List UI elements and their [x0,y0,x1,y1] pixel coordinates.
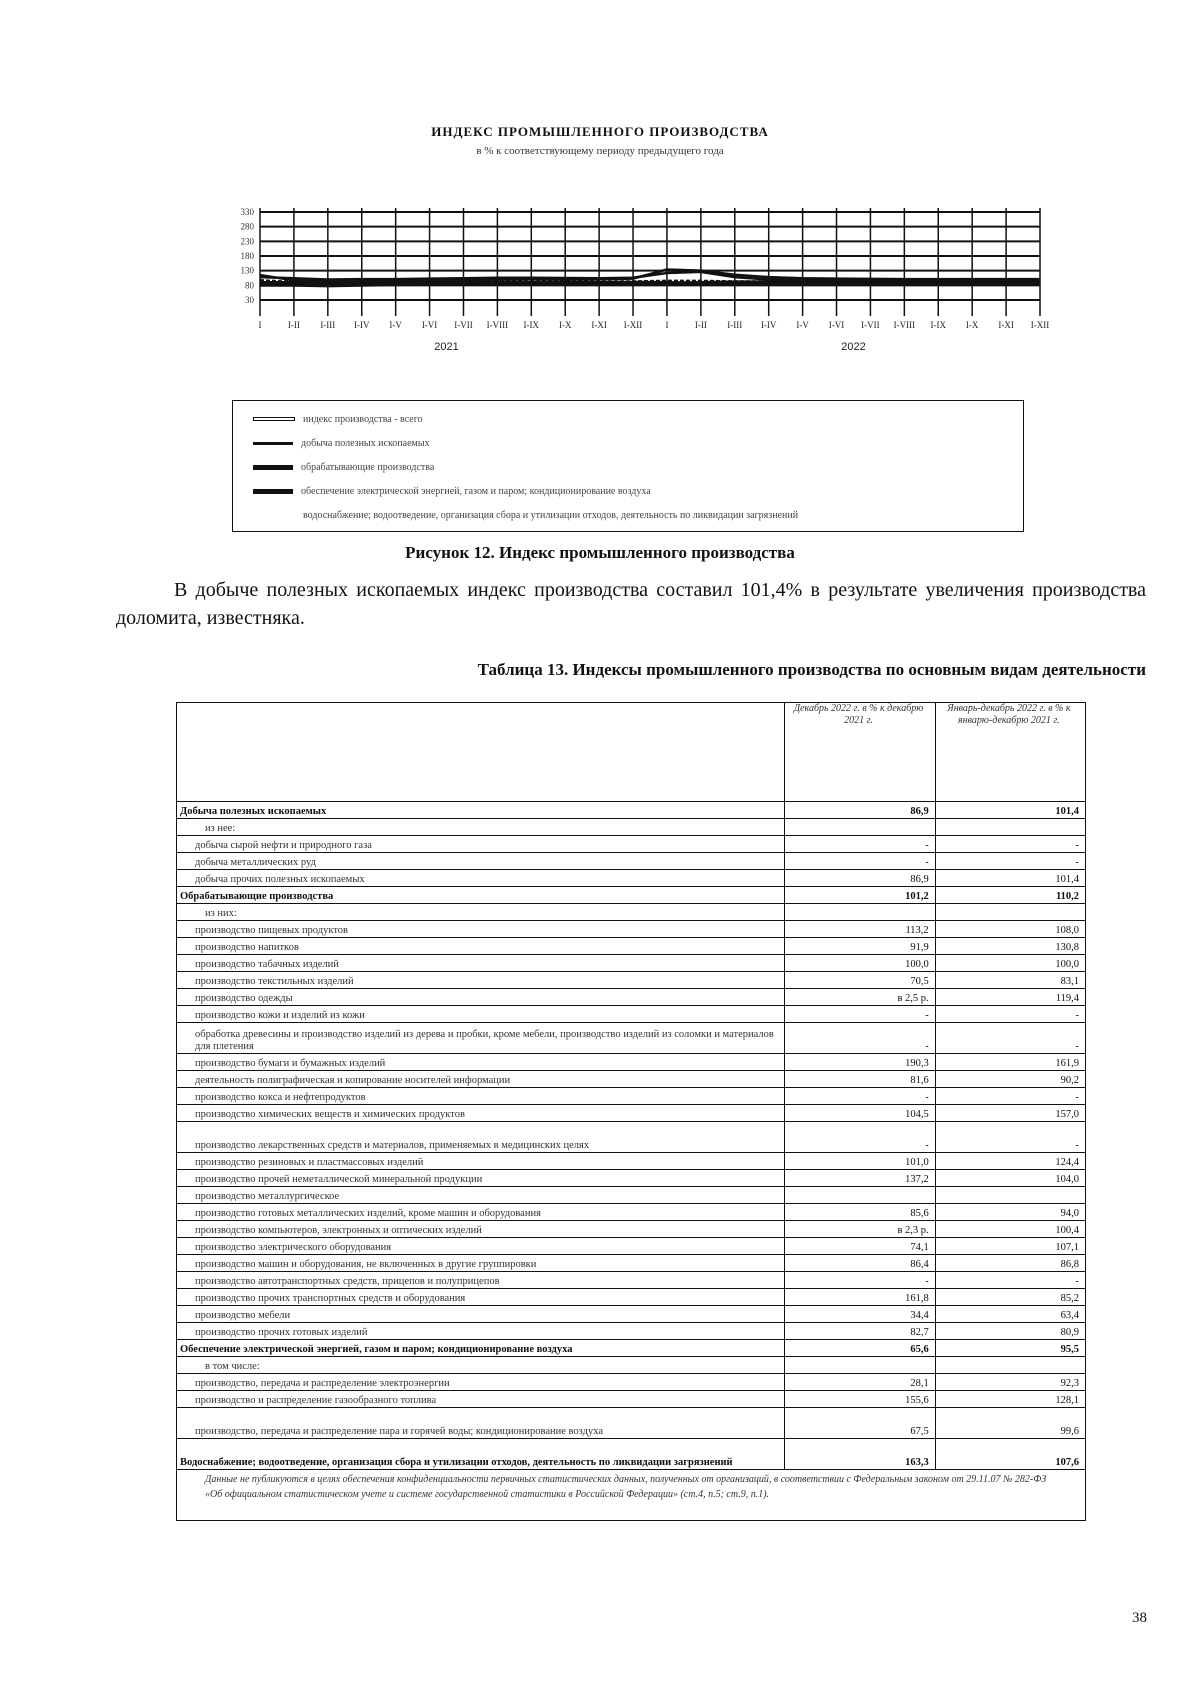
table-row [177,1439,1086,1470]
row-value-december: 101,0 [785,1153,935,1170]
table-caption: Таблица 13. Индексы промышленного производства по основным видам деятельности [477,660,1146,679]
table-row [177,1122,1086,1153]
row-value-year: - [935,1088,1085,1105]
row-value-year: 107,6 [935,1439,1085,1470]
x-tick-label: I-XI [591,320,607,330]
x-tick-label: I-VI [421,320,438,330]
y-tick-label: 130 [240,265,254,276]
row-label: производство прочих готовых изделий [177,1323,785,1340]
table-row [177,1374,1086,1391]
row-value-year [935,1187,1085,1204]
table-row [177,989,1086,1006]
row-value-year: - [935,1023,1085,1054]
row-value-year: - [935,836,1085,853]
series-line-4 [260,283,1040,284]
table-header-row [177,703,1086,802]
row-value-december: 104,5 [785,1105,935,1122]
row-value-december: - [785,1006,935,1023]
table-row [177,1255,1086,1272]
row-value-december: 74,1 [785,1238,935,1255]
row-label: производство электрического оборудования [177,1238,785,1255]
x-tick-label: I-IX [930,320,947,330]
row-label: производство готовых металлических изделий, кроме машин и оборудования [177,1204,785,1221]
y-tick-label: 330 [240,207,254,217]
y-tick-label: 230 [240,236,254,247]
table-row [177,1289,1086,1306]
year-label: 2021 [434,341,459,353]
row-label: производство химических веществ и химических продуктов [177,1105,785,1122]
row-label: производство пищевых продуктов [177,921,785,938]
row-value-year: 107,1 [935,1238,1085,1255]
row-label: производство текстильных изделий [177,972,785,989]
row-value-december: 86,9 [785,802,935,819]
row-value-year: 130,8 [935,938,1085,955]
table-note: Данные не публикуются в целях обеспечения конфиденциальности первичных статистических данных, полученных от организаций, в соответствии с Федеральным законом от 29.11.07 № 282-ФЗ «Об официальном статистическом учете и системе государственной статистики в Российской Федерации» (ст.4, п.5; ст.9, п.1). [177,1470,1086,1521]
x-tick-label: I-VII [454,320,473,330]
row-label: производство кокса и нефтепродуктов [177,1088,785,1105]
row-value-year: - [935,1272,1085,1289]
row-value-year: 86,8 [935,1255,1085,1272]
row-value-year: 128,1 [935,1391,1085,1408]
row-value-year: 90,2 [935,1071,1085,1088]
x-tick-label: I-XI [998,320,1014,330]
row-label: Водоснабжение; водоотведение, организация сбора и утилизации отходов, деятельность по ликвидации загрязнений [177,1439,785,1470]
table-row [177,1272,1086,1289]
x-tick-label: I-VIII [893,320,916,330]
row-value-year [935,1357,1085,1374]
chart-subtitle: в % к соответствующему периоду предыдущего года [476,145,724,157]
x-tick-label: I-XII [1030,320,1050,330]
page-number: 38 [1132,1610,1147,1626]
indices-table [176,702,1086,1521]
row-value-year: 101,4 [935,870,1085,887]
row-label: добыча прочих полезных ископаемых [177,870,785,887]
row-value-year [935,819,1085,836]
row-value-year: 85,2 [935,1289,1085,1306]
row-label: производство металлургическое [177,1187,785,1204]
row-value-december [785,819,935,836]
row-value-year: 119,4 [935,989,1085,1006]
figure-caption: Рисунок 12. Индекс промышленного производства [405,543,795,562]
row-value-year: - [935,853,1085,870]
row-value-december: 28,1 [785,1374,935,1391]
row-value-december: в 2,5 р. [785,989,935,1006]
table-row [177,1306,1086,1323]
chart-legend [232,400,1024,532]
x-tick-label: I-V [796,320,809,330]
row-label: из них: [177,904,785,921]
table-row [177,1170,1086,1187]
row-value-december [785,1187,935,1204]
x-tick-label: I-IV [353,320,370,330]
row-label: добыча сырой нефти и природного газа [177,836,785,853]
row-value-december: 101,2 [785,887,935,904]
table-row [177,853,1086,870]
x-tick-label: I-II [694,320,707,330]
row-label: производство мебели [177,1306,785,1323]
row-label: производство автотранспортных средств, прицепов и полуприцепов [177,1272,785,1289]
row-value-december: 113,2 [785,921,935,938]
row-label: производство лекарственных средств и материалов, применяемых в медицинских целях [177,1122,785,1153]
table-row [177,1221,1086,1238]
row-label: производство компьютеров, электронных и оптических изделий [177,1221,785,1238]
table-row [177,887,1086,904]
y-tick-label: 280 [240,221,254,232]
y-tick-label: 80 [245,280,254,291]
chart-title: ИНДЕКС ПРОМЫШЛЕННОГО ПРОИЗВОДСТВА [431,124,769,139]
row-value-year: 100,4 [935,1221,1085,1238]
row-label: производство напитков [177,938,785,955]
legend-item-energy [253,481,651,501]
row-value-year: 94,0 [935,1204,1085,1221]
x-tick-label: I-IX [523,320,540,330]
row-value-year: 100,0 [935,955,1085,972]
row-label: производство, передача и распределение электроэнергии [177,1374,785,1391]
table-row [177,1105,1086,1122]
row-label: производство и распределение газообразного топлива [177,1391,785,1408]
header-empty-cell [177,703,785,802]
table-row [177,972,1086,989]
year-label: 2022 [841,341,866,353]
row-label: производство кожи и изделий из кожи [177,1006,785,1023]
row-value-year: 92,3 [935,1374,1085,1391]
row-value-year: 83,1 [935,972,1085,989]
row-value-year: 63,4 [935,1306,1085,1323]
row-label: Обрабатывающие производства [177,887,785,904]
table-row [177,1238,1086,1255]
table-row [177,1187,1086,1204]
x-tick-label: I-III [727,320,743,330]
legend-item-manufacturing [253,457,434,477]
row-value-december: 91,9 [785,938,935,955]
table-row [177,938,1086,955]
table-row [177,1153,1086,1170]
table-row [177,1357,1086,1374]
row-label: деятельность полиграфическая и копирование носителей информации [177,1071,785,1088]
legend-item-mining [253,433,430,453]
legend-swatch [253,417,295,421]
legend-swatch [253,465,293,470]
row-value-december: в 2,3 р. [785,1221,935,1238]
row-value-december: - [785,1023,935,1054]
table-row [177,904,1086,921]
row-label: обработка древесины и производство изделий из дерева и пробки, кроме мебели, производство изделий из соломки и материалов для плетения [177,1023,785,1054]
row-label: производство бумаги и бумажных изделий [177,1054,785,1071]
y-tick-label: 180 [240,251,254,261]
table-row [177,1006,1086,1023]
row-value-year: 110,2 [935,887,1085,904]
row-value-year: 161,9 [935,1054,1085,1071]
row-value-year: 101,4 [935,802,1085,819]
table-row [177,819,1086,836]
x-tick-label: I-IV [760,320,777,330]
header-col-year: Январь-декабрь 2022 г. в % к январю-декабрю 2021 г. [935,703,1085,802]
row-label: производство одежды [177,989,785,1006]
table-row [177,802,1086,819]
row-value-year: 124,4 [935,1153,1085,1170]
table-row [177,870,1086,887]
row-value-december: - [785,1088,935,1105]
x-tick-label: I-X [965,320,979,330]
row-value-december: - [785,1272,935,1289]
legend-swatch [253,442,293,445]
x-tick-label: I-II [287,320,300,330]
row-value-december: 85,6 [785,1204,935,1221]
row-value-year [935,904,1085,921]
table-row [177,921,1086,938]
row-label: из нее: [177,819,785,836]
row-value-year: 80,9 [935,1323,1085,1340]
row-value-year: 104,0 [935,1170,1085,1187]
y-tick-label: 30 [245,295,254,305]
legend-label: добыча полезных ископаемых [301,437,430,449]
table-row [177,1071,1086,1088]
row-value-december: 34,4 [785,1306,935,1323]
row-label: Добыча полезных ископаемых [177,802,785,819]
row-label: производство табачных изделий [177,955,785,972]
row-value-december: 86,4 [785,1255,935,1272]
row-label: производство, передача и распределение пара и горячей воды; кондиционирование воздуха [177,1408,785,1439]
row-value-year: 99,6 [935,1408,1085,1439]
row-value-december [785,1357,935,1374]
x-tick-label: I-III [320,320,336,330]
x-tick-label: I-VIII [486,320,509,330]
row-value-december: - [785,836,935,853]
row-label: производство прочих транспортных средств и оборудования [177,1289,785,1306]
x-tick-label: I [258,320,262,330]
table-row [177,955,1086,972]
row-label: производство резиновых и пластмассовых изделий [177,1153,785,1170]
table-note-row [177,1470,1086,1521]
body-paragraph: В добыче полезных ископаемых индекс производства составил 101,4% в результате увеличения производства доломита, известняка. [116,579,1146,629]
legend-swatch [253,489,293,494]
row-value-december: 100,0 [785,955,935,972]
line-chart [200,200,1060,380]
table-row [177,1204,1086,1221]
row-value-december [785,904,935,921]
row-value-december: 163,3 [785,1439,935,1470]
table-row [177,1340,1086,1357]
row-value-year: 157,0 [935,1105,1085,1122]
legend-item-water [303,505,798,525]
row-value-year: 108,0 [935,921,1085,938]
row-value-december: 67,5 [785,1408,935,1439]
x-tick-label: I-VI [828,320,845,330]
row-value-december: 70,5 [785,972,935,989]
row-value-year: - [935,1122,1085,1153]
legend-label: обрабатывающие производства [301,461,435,473]
row-value-december: 161,8 [785,1289,935,1306]
header-col-december: Декабрь 2022 г. в % к декабрю 2021 г. [785,703,935,802]
table-row [177,1323,1086,1340]
x-tick-label: I-X [558,320,572,330]
row-value-december: - [785,853,935,870]
row-value-december: 86,9 [785,870,935,887]
x-tick-label: I-XII [623,320,643,330]
row-label: Обеспечение электрической энергией, газом и паром; кондиционирование воздуха [177,1340,785,1357]
table-row [177,1391,1086,1408]
table-row [177,836,1086,853]
row-value-december: 190,3 [785,1054,935,1071]
row-value-december: - [785,1122,935,1153]
row-value-december: 137,2 [785,1170,935,1187]
legend-item-total [253,409,423,429]
row-value-december: 65,6 [785,1340,935,1357]
table-row [177,1054,1086,1071]
legend-label: водоснабжение; водоотведение, организация сбора и утилизации отходов, деятельность по ликвидации загрязнений [303,509,799,521]
x-tick-label: I-VII [861,320,880,330]
table-row [177,1088,1086,1105]
table-row [177,1023,1086,1054]
row-value-year: 95,5 [935,1340,1085,1357]
row-label: производство машин и оборудования, не включенных в другие группировки [177,1255,785,1272]
table-row [177,1408,1086,1439]
legend-label: обеспечение электрической энергией, газом и паром; кондиционирование воздуха [301,485,651,497]
legend-label: индекс производства - всего [303,413,423,425]
row-label: добыча металлических руд [177,853,785,870]
row-value-december: 155,6 [785,1391,935,1408]
row-value-december: 81,6 [785,1071,935,1088]
row-label: в том числе: [177,1357,785,1374]
x-tick-label: I [665,320,669,330]
row-label: производство прочей неметаллической минеральной продукции [177,1170,785,1187]
x-tick-label: I-V [389,320,402,330]
row-value-year: - [935,1006,1085,1023]
row-value-december: 82,7 [785,1323,935,1340]
